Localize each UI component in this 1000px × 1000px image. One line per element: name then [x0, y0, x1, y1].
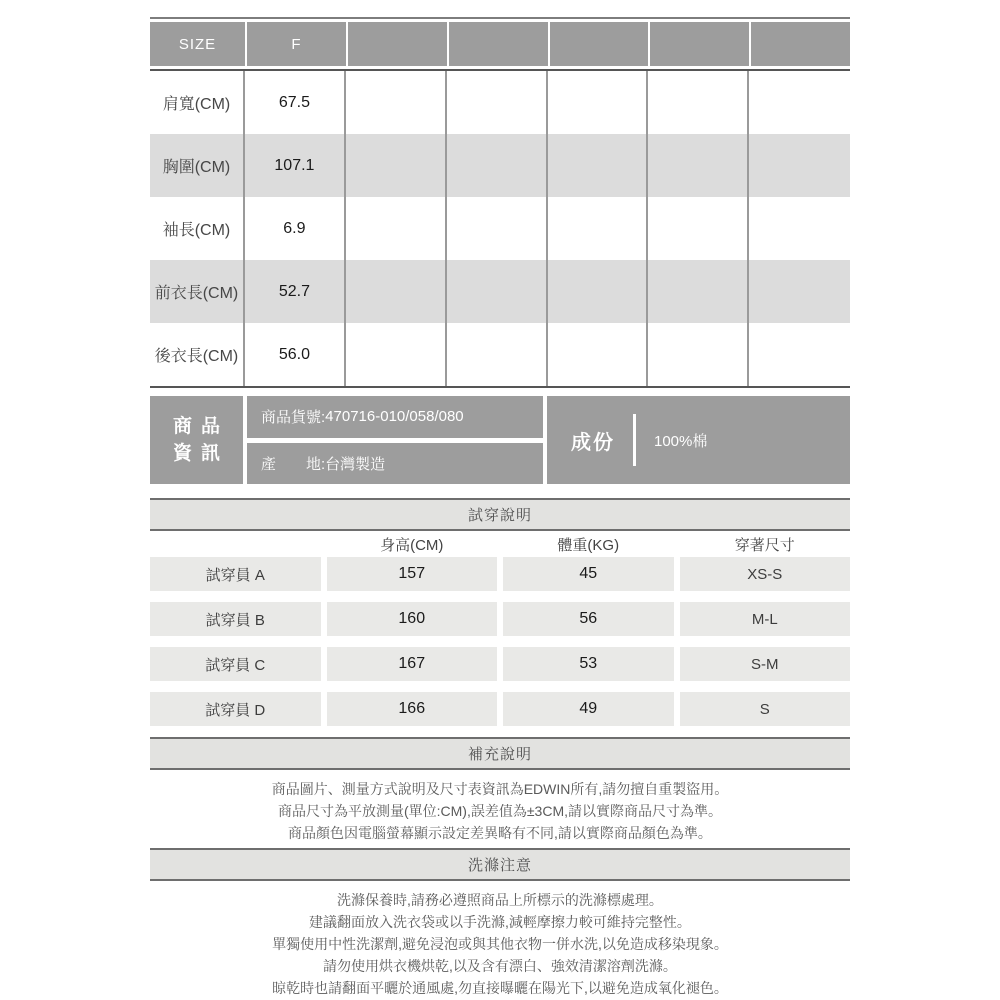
- fitting-header-cell: 身高(CM): [380, 536, 444, 554]
- fitter-height: 157: [327, 557, 498, 591]
- fitter-size: S-M: [680, 647, 851, 681]
- product-info-details: [247, 396, 543, 484]
- origin-value: 台灣製造: [325, 455, 386, 473]
- size-header-cell: [650, 22, 749, 66]
- product-spec-page: [150, 0, 850, 999]
- composition-label: 成份: [571, 431, 615, 454]
- fitter-height: 166: [327, 692, 498, 726]
- fitter-size: XS-S: [680, 557, 851, 591]
- fitter-name: 試穿員 B: [150, 602, 321, 636]
- note-line: 商品圖片、測量方式說明及尺寸表資訊為EDWIN所有,請勿擅自重製盜用。: [271, 781, 729, 797]
- origin-row: [247, 443, 543, 485]
- item-number-value: 470716-010/058/080: [325, 408, 464, 426]
- fitting-header-cell: 體重(KG): [557, 536, 620, 554]
- size-table-body: [150, 69, 850, 388]
- supplement-notes: [150, 778, 850, 844]
- washing-title-bar: [150, 848, 850, 881]
- table-row: [150, 323, 850, 386]
- row-value: 107.1: [245, 134, 346, 197]
- row-value: 56.0: [245, 323, 346, 386]
- note-line: 建議翻面放入洗衣袋或以手洗滌,減輕摩擦力較可維持完整性。: [309, 914, 691, 930]
- row-label: 袖長(CM): [150, 197, 245, 260]
- product-info-title: [150, 396, 243, 484]
- note-line: 請勿使用烘衣機烘乾,以及含有漂白、強效清潔溶劑洗滌。: [323, 958, 677, 974]
- note-line: 晾乾時也請翻面平曬於通風處,勿直接曝曬在陽光下,以避免造成氧化褪色。: [272, 980, 728, 996]
- row-label: 前衣長(CM): [150, 260, 245, 323]
- row-value: 6.9: [245, 197, 346, 260]
- size-table: [150, 17, 850, 388]
- row-value: 67.5: [245, 71, 346, 134]
- fitting-row: [150, 647, 850, 681]
- fitting-row: [150, 557, 850, 591]
- origin-label: 產 地:: [261, 455, 326, 473]
- note-line: 商品顏色因電腦螢幕顯示設定差異略有不同,請以實際商品顏色為準。: [288, 825, 712, 841]
- fitting-row: [150, 602, 850, 636]
- fitter-height: 160: [327, 602, 498, 636]
- size-table-header-row: [150, 22, 850, 66]
- size-header-cell: F: [247, 22, 346, 66]
- row-label: 後衣長(CM): [150, 323, 245, 386]
- supplement-title-bar: [150, 737, 850, 770]
- table-row: [150, 134, 850, 197]
- composition-value: 100%棉: [654, 432, 708, 450]
- product-info-title-line2: 資訊: [172, 443, 229, 464]
- divider: [633, 414, 636, 466]
- fitting-section: [150, 498, 850, 726]
- table-row: [150, 260, 850, 323]
- fitter-weight: 56: [503, 602, 674, 636]
- table-row: [150, 197, 850, 260]
- size-header-cell: [348, 22, 447, 66]
- fitting-title-bar: [150, 498, 850, 531]
- fitting-row: [150, 692, 850, 726]
- size-header-cell: SIZE: [150, 22, 245, 66]
- product-info-block: [150, 396, 850, 484]
- fitter-size: S: [680, 692, 851, 726]
- supplement-title: 補充說明: [467, 746, 532, 763]
- washing-section: [150, 848, 850, 999]
- fitter-name: 試穿員 A: [150, 557, 321, 591]
- fitter-weight: 53: [503, 647, 674, 681]
- fitter-name: 試穿員 C: [150, 647, 321, 681]
- washing-title: 洗滌注意: [467, 857, 532, 874]
- washing-notes: [150, 889, 850, 999]
- item-number-row: [247, 396, 543, 438]
- row-value: 52.7: [245, 260, 346, 323]
- fitter-name: 試穿員 D: [150, 692, 321, 726]
- fitter-weight: 49: [503, 692, 674, 726]
- row-label: 胸圍(CM): [150, 134, 245, 197]
- row-label: 肩寬(CM): [150, 71, 245, 134]
- fitting-header-cell: 穿著尺寸: [734, 536, 795, 554]
- fitter-height: 167: [327, 647, 498, 681]
- size-header-cell: [751, 22, 850, 66]
- product-info-title-line1: 商品: [172, 416, 229, 437]
- fitter-size: M-L: [680, 602, 851, 636]
- size-header-cell: [550, 22, 649, 66]
- note-line: 單獨使用中性洗潔劑,避免浸泡或與其他衣物一併水洗,以免造成移染現象。: [272, 936, 728, 952]
- fitting-title: 試穿說明: [467, 507, 532, 524]
- supplement-section: [150, 737, 850, 844]
- size-header-cell: [449, 22, 548, 66]
- note-line: 洗滌保養時,請務必遵照商品上所標示的洗滌標處理。: [337, 892, 663, 908]
- item-number-label: 商品貨號:: [261, 409, 326, 427]
- composition-block: [547, 396, 850, 484]
- fitter-weight: 45: [503, 557, 674, 591]
- note-line: 商品尺寸為平放測量(單位:CM),誤差值為±3CM,請以實際商品尺寸為準。: [277, 803, 722, 819]
- fitting-header-row: [150, 531, 850, 557]
- table-row: [150, 71, 850, 134]
